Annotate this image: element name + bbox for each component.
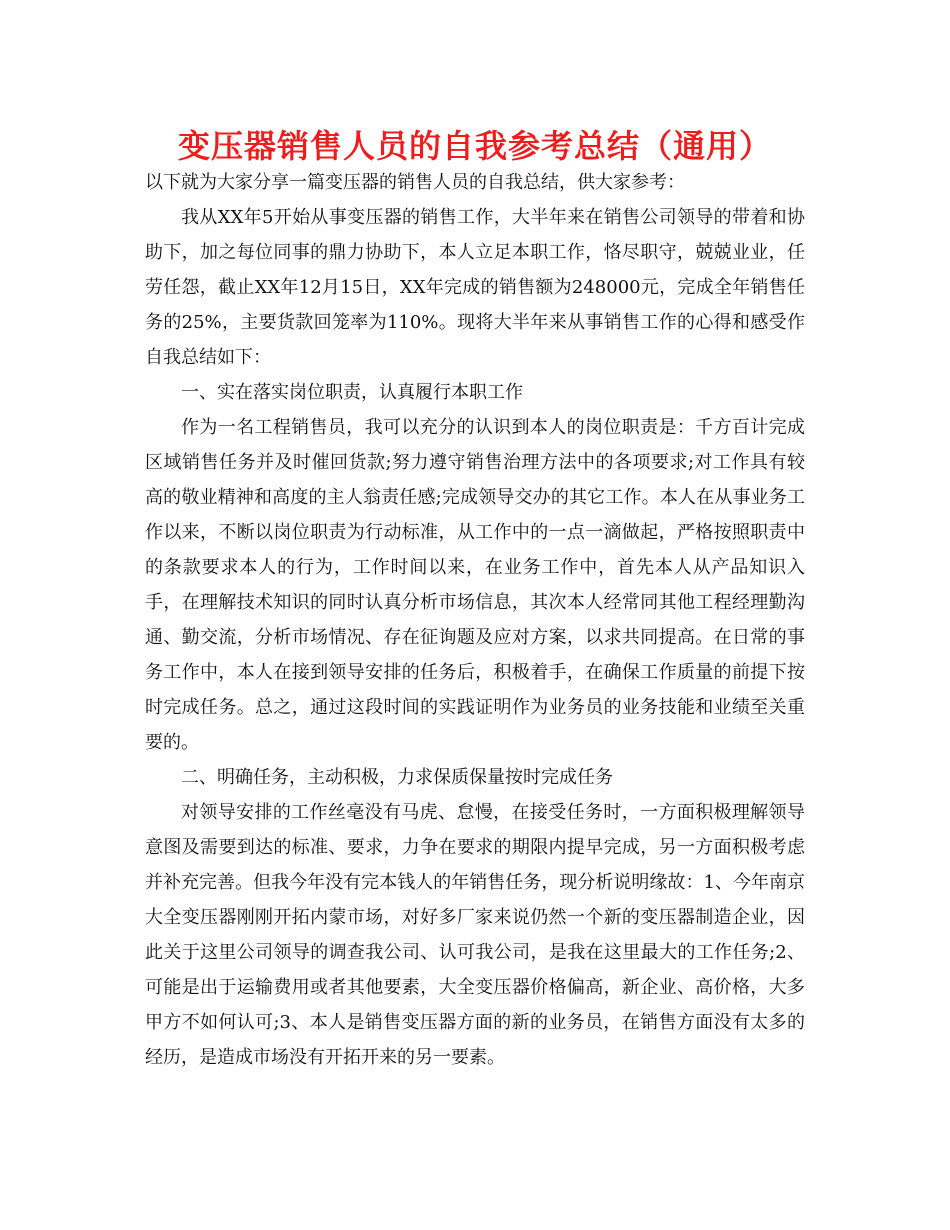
body-paragraph: 作为一名工程销售员，我可以充分的认识到本人的岗位职责是：千方百计完成区域销售任务并及时催回货款;努力遵守销售治理方法中的各项要求;对工作具有较高的敬业精神和高度的主人翁责任感;完成领导交办的其它工作。本人在从事业务工作以来，不断以岗位职责为行动标准，从工作中的一点一滴做起，严格按照职责中的条款要求本人的行为，工作时间以来，在业务工作中，首先本人从产品知识入手，在理解技术知识的同时认真分析市场信息，其次本人经常同其他工程经理勤沟通、勤交流，分析市场情况、存在征询题及应对方案，以求共同提高。在日常的事务工作中，本人在接到领导安排的任务后，积极着手，在确保工作质量的前提下按时完成任务。总之，通过这段时间的实践证明作为业务员的业务技能和业绩至关重要的。	[145, 417, 805, 753]
document-body	[145, 165, 805, 1075]
section-heading: 一、实在落实岗位职责，认真履行本职工作	[181, 382, 523, 403]
intro-paragraph: 以下就为大家分享一篇变压器的销售人员的自我总结，供大家参考：	[145, 172, 685, 193]
body-paragraph: 我从XX年5开始从事变压器的销售工作，大半年来在销售公司领导的带着和协助下，加之每位同事的鼎力协助下，本人立足本职工作，恪尽职守，兢兢业业，任劳任怨，截止XX年12月15日，XX年完成的销售额为248000元，完成全年销售任务的25%，主要货款回笼率为110%。现将大半年来从事销售工作的心得和感受作自我总结如下：	[145, 207, 805, 368]
section-heading: 二、明确任务，主动积极，力求保质保量按时完成任务	[181, 767, 613, 788]
body-paragraph: 对领导安排的工作丝毫没有马虎、怠慢，在接受任务时，一方面积极理解领导意图及需要到达的标准、要求，力争在要求的期限内提早完成，另一方面积极考虑并补充完善。但我今年没有完本钱人的年销售任务，现分析说明缘故：1、今年南京大全变压器刚刚开拓内蒙市场，对好多厂家来说仍然一个新的变压器制造企业，因此关于这里公司领导的调查我公司、认可我公司，是我在这里最大的工作任务;2、可能是出于运输费用或者其他要素，大全变压器价格偏高，新企业、高价格，大多甲方不如何认可;3、本人是销售变压器方面的新的业务员，在销售方面没有太多的经历，是造成市场没有开拓开来的另一要素。	[145, 802, 805, 1068]
document-title: 变压器销售人员的自我参考总结（通用）	[177, 127, 772, 165]
